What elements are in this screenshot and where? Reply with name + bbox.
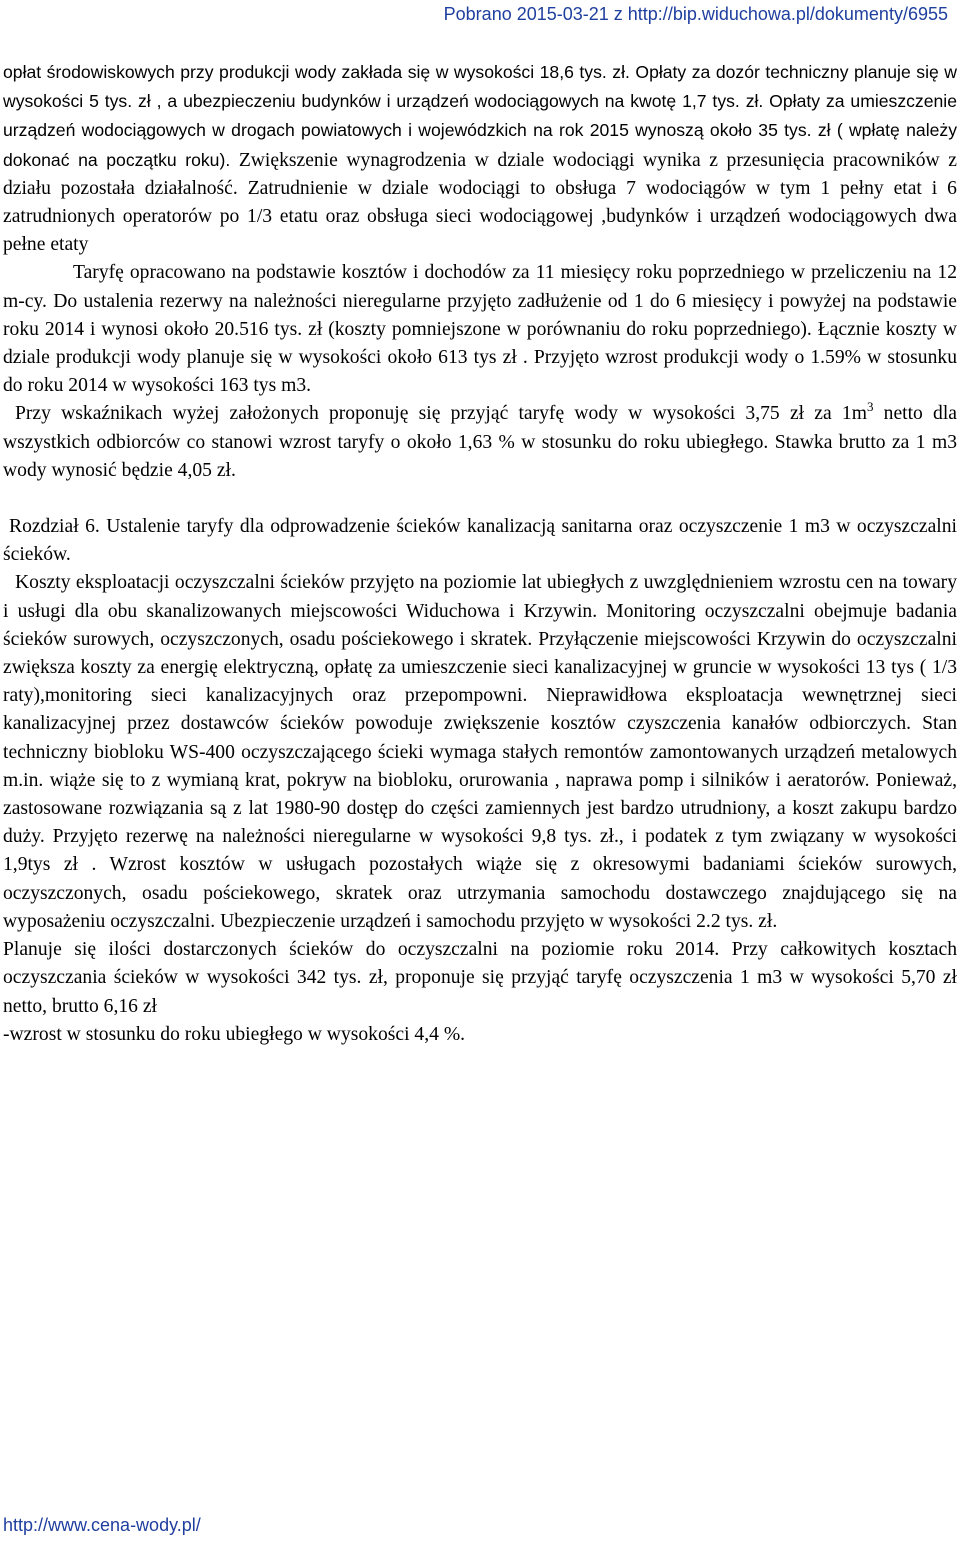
chapter-6-heading: Rozdział 6. Ustalenie taryfy dla odprowadzenie ścieków kanalizacją sanitarna oraz oczyszczenie 1 m3 w oczyszczalni ścieków. [3, 516, 957, 566]
paragraph-sewage-tariff: Planuje się ilości dostarczonych ścieków do oczyszczalni na poziomie roku 2014. Przy całkowitych kosztach oczyszczania ścieków w wysokości 342 tys. zł, proponuje się przyjąć taryfę oczyszczenia 1 m3 w wysokości 5,70 zł netto, brutto 6,16 zł [3, 939, 957, 1017]
water-tariff-text-end: netto dla wszystkich odbiorców co stanowi wzrost taryfy o około 1,63 % w stosunku do roku ubiegłego. Stawka brutto za 1 m3 wody wynosić będzie 4,05 zł. [3, 403, 957, 481]
paragraph-tariff-basis: Taryfę opracowano na podstawie kosztów i dochodów za 11 miesięcy roku poprzedniego w przeliczeniu na 12 m-cy. Do ustalenia rezerwy na należności nieregularne przyjęto zadłużenie od 1 do 6 miesięcy i powyżej na podstawie roku 2014 i wynosi około 20.516 tys. zł (koszty pomniejszone w porównaniu do roku poprzedniego). Łącznie koszty w dziale produkcji wody planuje się w wysokości około 613 tys zł . Przyjęto wzrost produkcji wody o 1.59% w stosunku do roku 2014 w wysokości 163 tys m3. [3, 262, 957, 397]
paragraph-costs-text: opłat środowiskowych przy produkcji wody zakłada się w wysokości 18,6 tys. zł. Opłaty za dozór techniczny planuje się w wysokości 5 tys. zł , a ubezpieczeniu budynków i urządzeń wodociągowych na kwotę 1,7 tys. zł. Opłaty za umieszczenie urządzeń wodociągowych w drogach powiatowych i wojewódzkich na rok 2015 wynoszą około 35 tys. zł ( wpłatę należy dokonać na początku roku). [3, 62, 957, 170]
paragraph-costs-production [3, 58, 957, 259]
paragraph-employment-text: Zatrudnienie w dziale wodociągi to obsługa 7 wodociągów w tym 1 pełny etat i 6 zatrudnionych operatorów po 1/3 etatu oraz obsługa sieci wodociągowej ,budynków i urządzeń wodociągowych dwa pełne etaty [3, 177, 957, 256]
download-source-note: Pobrano 2015-03-21 z http://bip.widuchowa.pl/dokumenty/6955 [443, 4, 948, 24]
water-tariff-text-start: Przy wskaźnikach wyżej założonych proponuję się przyjąć taryfę wody w wysokości 3,75 zł za 1m [15, 403, 867, 425]
paragraph-water-tariff [3, 400, 957, 485]
paragraph-treatment-costs: Koszty eksploatacji oczyszczalni ścieków przyjęto na poziomie lat ubiegłych z uwzględnieniem wzrostu cen na towary i usługi dla obu skanalizowanych miejscowości Widuchowa i Krzywin. Monitoring oczyszczalni obejmuje badania ścieków surowych, oczyszczonych, osadu pościekowego i skratek. Przyłączenie miejscowości Krzywin do oczyszczalni zwiększa koszty za energię elektryczną, opłatę za umieszczenie sieci kanalizacyjnej w gruncie w wysokości 13 tys ( 1/3 raty),monitoring sieci kanalizacyjnych oraz przepompowni. Nieprawidłowa eksploatacja wewnętrznej sieci kanalizacyjnej przez dostawców ścieków powoduje zwiększenie kosztów czyszczenia kanałów odbiorczych. Stan techniczny biobloku WS-400 oczyszczającego ścieki wymaga stałych remontów zamontowanych urządzeń metalowych m.in. wiąże się to z wymianą krat, pokryw na biobloku, orurowania , naprawa pomp i silników i aeratorów. Ponieważ, zastosowane rozwiązania są z lat 1980-90 dostęp do części zamiennych jest bardzo utrudniony, a koszt zakupu bardzo duży. Przyjęto rezerwę na należności nieregularne w wysokości 9,8 tys. zł., i podatek z tym związany w wysokości 1,9tys zł . Wzrost kosztów w usługach pozostałych wiąże się z okresowymi badaniami ścieków surowych, oczyszczonych, osadu pościekowego, skratek oraz utrzymania samochodu dostawczego znajdującego się na wyposażeniu oczyszczalni. Ubezpieczenie urządzeń i samochodu przyjęto w wysokości 2.2 tys. zł. [3, 572, 957, 932]
paragraph-increase: -wzrost w stosunku do roku ubiegłego w wysokości 4,4 %. [3, 1023, 466, 1045]
document-body [3, 58, 957, 1049]
footer-url: http://www.cena-wody.pl/ [3, 1515, 201, 1535]
paragraph-salary-text: Zwiększenie wynagrodzenia w dziale wodociągi wynika z przesunięcia pracowników z działu pozostała działalność. [3, 149, 957, 199]
cubic-superscript: 3 [866, 399, 874, 415]
spacer [3, 485, 957, 513]
